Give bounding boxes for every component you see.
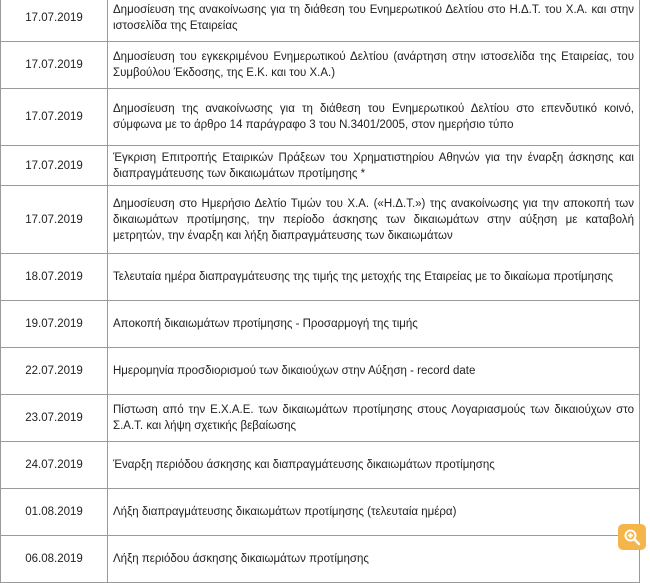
row-description: Δημοσίευση στο Ημερήσιο Δελτίο Τιμών του Χ.Α. («Η.Δ.Τ.») της ανακοίνωσης για την αποκοπή των δικαιωμάτων προτίμησης, την περίοδο άσκησης των δικαιωμάτων στην αύξηση με καταβολή μετρητών, την έναρξη και λήξη διαπραγμάτευσης των δικαιωμάτων bbox=[108, 186, 640, 254]
row-description: Πίστωση από την Ε.Χ.Α.Ε. των δικαιωμάτων προτίμησης στους Λογαριασμούς των δικαιούχων στο Σ.Α.Τ. και λήψη σχετικής βεβαίωσης bbox=[108, 395, 640, 442]
table-row bbox=[1, 42, 640, 89]
row-date: 17.07.2019 bbox=[1, 0, 108, 42]
row-date: 17.07.2019 bbox=[1, 42, 108, 89]
table-row bbox=[1, 254, 640, 301]
table-row bbox=[1, 146, 640, 186]
row-date: 22.07.2019 bbox=[1, 348, 108, 395]
row-date: 18.07.2019 bbox=[1, 254, 108, 301]
row-description: Δημοσίευση του εγκεκριμένου Ενημερωτικού Δελτίου (ανάρτηση στην ιστοσελίδα της Εταιρείας, του Συμβούλου Έκδοσης, της Ε.Κ. και του Χ.Α.) bbox=[108, 42, 640, 89]
row-description: Λήξη περιόδου άσκησης δικαιωμάτων προτίμησης bbox=[108, 536, 640, 583]
row-description: Λήξη διαπραγμάτευσης δικαιωμάτων προτίμησης (τελευταία ημέρα) bbox=[108, 489, 640, 536]
row-date: 06.08.2019 bbox=[1, 536, 108, 583]
row-description: Δημοσίευση της ανακοίνωσης για τη διάθεση του Ενημερωτικού Δελτίου στο Η.Δ.Τ. του Χ.Α. και στην ιστοσελίδα της Εταιρείας bbox=[108, 0, 640, 42]
row-date: 17.07.2019 bbox=[1, 146, 108, 186]
row-description: Ημερομηνία προσδιορισμού των δικαιούχων στην Αύξηση - record date bbox=[108, 348, 640, 395]
table-row bbox=[1, 0, 640, 42]
zoom-button[interactable] bbox=[618, 524, 646, 550]
row-date: 24.07.2019 bbox=[1, 442, 108, 489]
row-date: 23.07.2019 bbox=[1, 395, 108, 442]
table-row bbox=[1, 442, 640, 489]
zoom-icon bbox=[623, 528, 641, 546]
table-row bbox=[1, 186, 640, 254]
row-date: 17.07.2019 bbox=[1, 186, 108, 254]
row-date: 01.08.2019 bbox=[1, 489, 108, 536]
table-row bbox=[1, 348, 640, 395]
table-row bbox=[1, 89, 640, 146]
row-description: Δημοσίευση της ανακοίνωσης για τη διάθεση του Ενημερωτικού Δελτίου στο επενδυτικό κοινό, σύμφωνα με το άρθρο 14 παράγραφο 3 του Ν.3401/2005, στον ημερήσιο τύπο bbox=[108, 89, 640, 146]
table-row bbox=[1, 489, 640, 536]
table-row bbox=[1, 395, 640, 442]
row-description: Έγκριση Επιτροπής Εταιρικών Πράξεων του Χρηματιστηρίου Αθηνών για την έναρξη άσκησης και διαπραγμάτευσης των δικαιωμάτων προτίμησης * bbox=[108, 146, 640, 186]
row-description: Έναρξη περιόδου άσκησης και διαπραγμάτευσης δικαιωμάτων προτίμησης bbox=[108, 442, 640, 489]
row-date: 17.07.2019 bbox=[1, 89, 108, 146]
table-row bbox=[1, 536, 640, 583]
table-row bbox=[1, 301, 640, 348]
row-date: 19.07.2019 bbox=[1, 301, 108, 348]
row-description: Αποκοπή δικαιωμάτων προτίμησης - Προσαρμογή της τιμής bbox=[108, 301, 640, 348]
row-description: Τελευταία ημέρα διαπραγμάτευσης της τιμής της μετοχής της Εταιρείας με το δικαίωμα προτίμησης bbox=[108, 254, 640, 301]
